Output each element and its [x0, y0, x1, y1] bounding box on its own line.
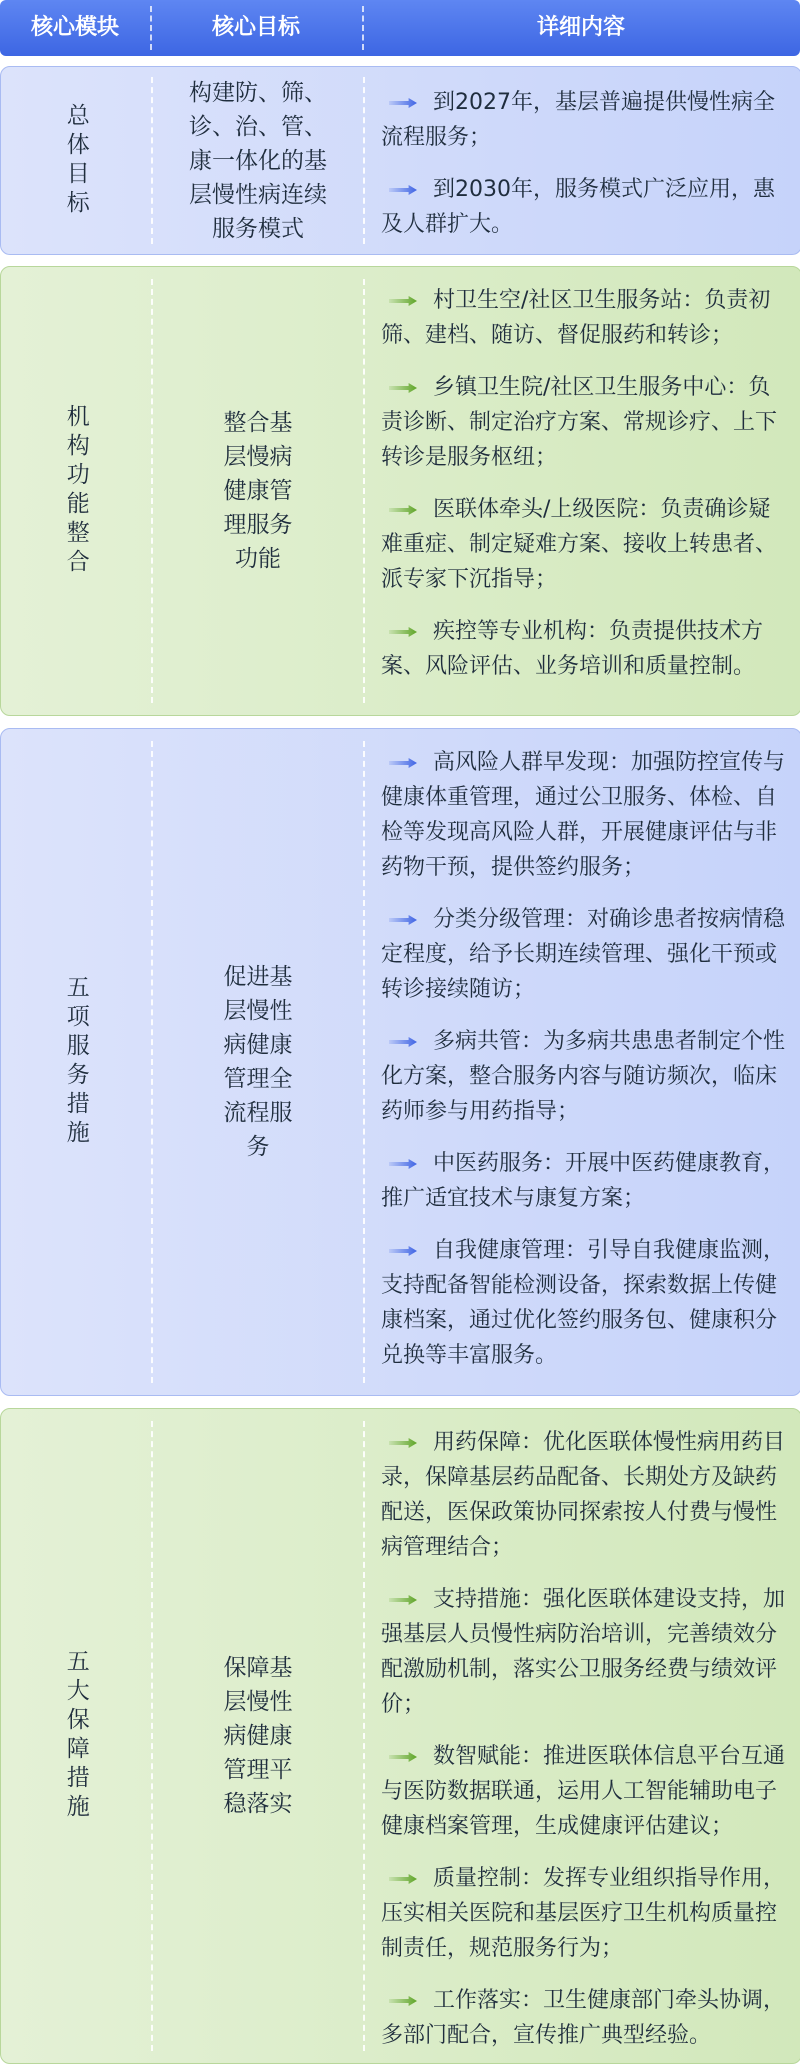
detail-item: 工作落实：卫生健康部门牵头协调，多部门配合，宣传推广典型经验。 — [381, 1988, 786, 2048]
module-label: 五大保障措施 — [62, 1649, 89, 1823]
module-label: 总体目标 — [62, 102, 89, 219]
detail-item: 乡镇卫生院/社区卫生服务中心：负责诊断、制定治疗方案、常规诊疗、上下转诊是服务枢纽； — [381, 375, 778, 470]
detail-item: 数智赋能：推进医联体信息平台互通与医防数据联通，运用人工智能辅助电子健康档案管理，生成健康评估建议； — [381, 1744, 786, 1839]
detail-item: 中医药服务：开展中医药健康教育，推广适宜技术与康复方案； — [381, 1151, 786, 1211]
module-label: 机构功能整合 — [62, 404, 89, 578]
arrow-icon — [389, 505, 417, 515]
detail-list — [381, 1425, 786, 2070]
detail-item: 多病共管：为多病共患患者制定个性化方案，整合服务内容与随访频次，临床药师参与用药指导； — [381, 1029, 786, 1124]
detail-item: 质量控制：发挥专业组织指导作用，压实相关医院和基层医疗卫生机构质量控制责任，规范服务行为； — [381, 1866, 786, 1961]
arrow-icon — [389, 1874, 417, 1884]
goal-label: 整合基层慢病健康管理服务功能 — [223, 410, 293, 572]
detail-list — [381, 85, 786, 259]
section-five-guarantees — [0, 1408, 800, 2064]
arrow-icon — [389, 1595, 417, 1605]
arrow-icon — [389, 98, 417, 108]
arrow-icon — [389, 383, 417, 393]
detail-item: 用药保障：优化医联体慢性病用药目录，保障基层药品配备、长期处方及缺药配送，医保政策协同探索按人付费与慢性病管理结合； — [381, 1430, 786, 1560]
section-five-services — [0, 728, 800, 1396]
detail-list — [381, 283, 786, 701]
header-goal: 核心目标 — [211, 15, 300, 40]
detail-item: 支持措施：强化医联体建设支持，加强基层人员慢性病防治培训，完善绩效分配激励机制，落实公卫服务经费与绩效评价； — [381, 1587, 786, 1717]
table-header — [0, 0, 800, 56]
module-label: 五项服务措施 — [62, 975, 89, 1149]
goal-label: 构建防、筛、诊、治、管、康一体化的基层慢性病连续服务模式 — [189, 79, 327, 242]
detail-item: 到2027年，基层普遍提供慢性病全流程服务； — [381, 90, 775, 150]
section-overall-goal — [0, 66, 800, 255]
arrow-icon — [389, 627, 417, 637]
arrow-icon — [389, 758, 417, 768]
arrow-icon — [389, 1159, 417, 1169]
detail-item: 医联体牵头/上级医院：负责确诊疑难重症、制定疑难方案、接收上转患者、派专家下沉指导； — [381, 497, 778, 592]
detail-item: 到2030年，服务模式广泛应用，惠及人群扩大。 — [381, 177, 775, 237]
detail-item: 自我健康管理：引导自我健康监测，支持配备智能检测设备，探索数据上传健康档案，通过优化签约服务包、健康积分兑换等丰富服务。 — [381, 1238, 786, 1368]
detail-item: 疾控等专业机构：负责提供技术方案、风险评估、业务培训和质量控制。 — [381, 619, 764, 679]
detail-item: 分类分级管理：对确诊患者按病情稳定程度，给予长期连续管理、强化干预或转诊接续随访； — [381, 907, 786, 1002]
arrow-icon — [389, 1037, 417, 1047]
arrow-icon — [389, 1246, 417, 1256]
header-module: 核心模块 — [30, 15, 119, 40]
detail-list — [381, 745, 786, 1390]
arrow-icon — [389, 1996, 417, 2006]
header-details: 详细内容 — [536, 15, 625, 40]
detail-item: 高风险人群早发现：加强防控宣传与健康体重管理，通过公卫服务、体检、自检等发现高风险人群，开展健康评估与非药物干预，提供签约服务； — [381, 750, 786, 880]
arrow-icon — [389, 915, 417, 925]
arrow-icon — [389, 185, 417, 195]
arrow-icon — [389, 296, 417, 306]
goal-label: 保障基层慢性病健康管理平稳落实 — [223, 1655, 293, 1817]
arrow-icon — [389, 1438, 417, 1448]
section-institution-integration — [0, 266, 800, 716]
arrow-icon — [389, 1752, 417, 1762]
detail-item: 村卫生空/社区卫生服务站：负责初筛、建档、随访、督促服药和转诊； — [381, 288, 771, 348]
goal-label: 促进基层慢性病健康管理全流程服务 — [223, 964, 293, 1160]
